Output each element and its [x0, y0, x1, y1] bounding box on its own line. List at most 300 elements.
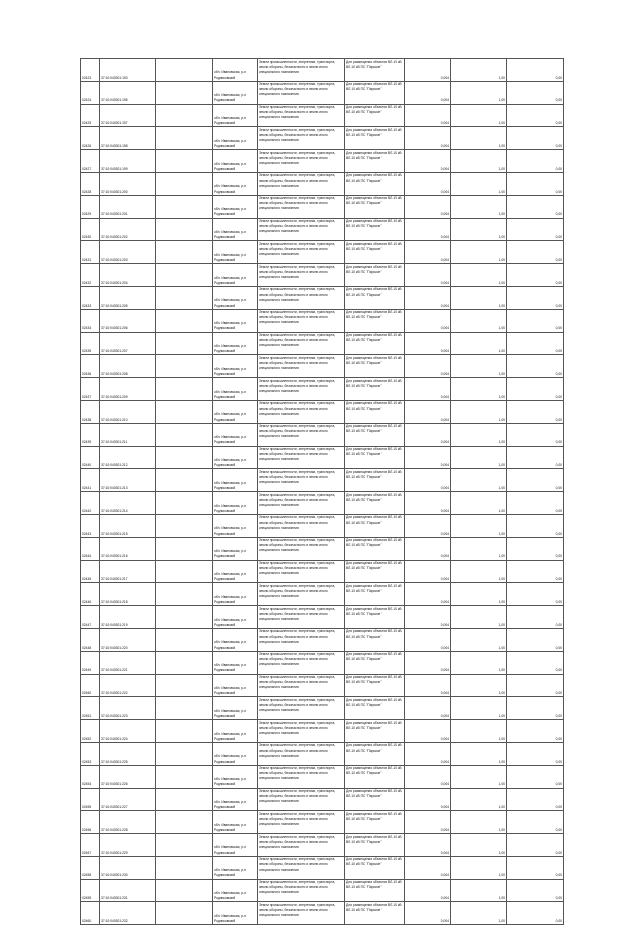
table-row: [81, 218, 564, 241]
table-row: [81, 742, 564, 765]
permitted-use-cell: Для размещения объектов ВЛ-10 кВ ВЛ-10 кВ ПС "Парское": [345, 309, 405, 332]
cadastral-number-cell: 37:10:040301:226: [100, 765, 156, 788]
empty-cell: [156, 81, 213, 104]
coefficient-cell: 1,00: [451, 765, 507, 788]
permitted-use-cell: Для размещения объектов ВЛ-10 кВ ВЛ-10 кВ ПС "Парское": [345, 651, 405, 674]
value-cell: 0,00: [507, 720, 564, 743]
address-cell: обл. Ивановская, р-н Родниковский: [213, 423, 258, 446]
coefficient-cell: 1,00: [451, 59, 507, 82]
land-category-cell: Земли промышленности, энергетики, транспорта, земли обороны, безопасности и земли иного специального назначения: [258, 446, 345, 469]
permitted-use-cell: Для размещения объектов ВЛ-10 кВ ВЛ-10 кВ ПС "Парское": [345, 195, 405, 218]
permitted-use-cell: Для размещения объектов ВЛ-10 кВ ВЛ-10 кВ ПС "Парское": [345, 104, 405, 127]
cadastral-number-cell: 37:10:040301:197: [100, 104, 156, 127]
land-plots-table: [80, 58, 564, 925]
address-cell: обл. Ивановская, р-н Родниковский: [213, 492, 258, 515]
area-cell: 0,004: [405, 697, 451, 720]
cadastral-number-cell: 37:10:040301:206: [100, 309, 156, 332]
permitted-use-cell: Для размещения объектов ВЛ-10 кВ ВЛ-10 кВ ПС "Парское": [345, 583, 405, 606]
address-cell: обл. Ивановская, р-н Родниковский: [213, 514, 258, 537]
address-cell: обл. Ивановская, р-н Родниковский: [213, 902, 258, 925]
land-category-cell: Земли промышленности, энергетики, транспорта, земли обороны, безопасности и земли иного специального назначения: [258, 241, 345, 264]
cadastral-number-cell: 37:10:040301:203: [100, 241, 156, 264]
area-cell: 0,004: [405, 241, 451, 264]
area-cell: 0,004: [405, 104, 451, 127]
coefficient-cell: 1,00: [451, 674, 507, 697]
row-id-cell: 02440: [81, 446, 100, 469]
address-cell: обл. Ивановская, р-н Родниковский: [213, 742, 258, 765]
empty-cell: [156, 172, 213, 195]
value-cell: 0,00: [507, 195, 564, 218]
area-cell: 0,004: [405, 469, 451, 492]
cadastral-number-cell: 37:10:040301:211: [100, 423, 156, 446]
land-category-cell: Земли промышленности, энергетики, транспорта, земли обороны, безопасности и земли иного специального назначения: [258, 742, 345, 765]
permitted-use-cell: Для размещения объектов ВЛ-10 кВ ВЛ-10 кВ ПС "Парское": [345, 537, 405, 560]
empty-cell: [156, 264, 213, 287]
value-cell: 0,00: [507, 104, 564, 127]
area-cell: 0,004: [405, 856, 451, 879]
permitted-use-cell: Для размещения объектов ВЛ-10 кВ ВЛ-10 кВ ПС "Парское": [345, 697, 405, 720]
area-cell: 0,004: [405, 902, 451, 925]
row-id-cell: 02423: [81, 59, 100, 82]
coefficient-cell: 1,00: [451, 264, 507, 287]
coefficient-cell: 1,00: [451, 469, 507, 492]
row-id-cell: 02449: [81, 651, 100, 674]
empty-cell: [156, 309, 213, 332]
table-row: [81, 492, 564, 515]
address-cell: обл. Ивановская, р-н Родниковский: [213, 309, 258, 332]
table-row: [81, 355, 564, 378]
address-cell: обл. Ивановская, р-н Родниковский: [213, 378, 258, 401]
land-category-cell: Земли промышленности, энергетики, транспорта, земли обороны, безопасности и земли иного специального назначения: [258, 150, 345, 173]
table-row: [81, 560, 564, 583]
row-id-cell: 02448: [81, 628, 100, 651]
permitted-use-cell: Для размещения объектов ВЛ-10 кВ ВЛ-10 кВ ПС "Парское": [345, 674, 405, 697]
address-cell: обл. Ивановская, р-н Родниковский: [213, 834, 258, 857]
value-cell: 0,00: [507, 560, 564, 583]
coefficient-cell: 1,00: [451, 218, 507, 241]
cadastral-number-cell: 37:10:040301:209: [100, 378, 156, 401]
value-cell: 0,00: [507, 834, 564, 857]
cadastral-number-cell: 37:10:040301:204: [100, 264, 156, 287]
value-cell: 0,00: [507, 400, 564, 423]
empty-cell: [156, 834, 213, 857]
address-cell: обл. Ивановская, р-н Родниковский: [213, 59, 258, 82]
value-cell: 0,00: [507, 286, 564, 309]
empty-cell: [156, 560, 213, 583]
cadastral-number-cell: 37:10:040301:216: [100, 537, 156, 560]
table-row: [81, 309, 564, 332]
area-cell: 0,004: [405, 172, 451, 195]
coefficient-cell: 1,00: [451, 651, 507, 674]
area-cell: 0,004: [405, 537, 451, 560]
address-cell: обл. Ивановская, р-н Родниковский: [213, 469, 258, 492]
empty-cell: [156, 674, 213, 697]
address-cell: обл. Ивановская, р-н Родниковский: [213, 172, 258, 195]
coefficient-cell: 1,00: [451, 172, 507, 195]
empty-cell: [156, 355, 213, 378]
permitted-use-cell: Для размещения объектов ВЛ-10 кВ ВЛ-10 кВ ПС "Парское": [345, 765, 405, 788]
cadastral-number-cell: 37:10:040301:196: [100, 81, 156, 104]
cadastral-number-cell: 37:10:040301:199: [100, 150, 156, 173]
area-cell: 0,004: [405, 811, 451, 834]
coefficient-cell: 1,00: [451, 423, 507, 446]
table-row: [81, 811, 564, 834]
permitted-use-cell: Для размещения объектов ВЛ-10 кВ ВЛ-10 кВ ПС "Парское": [345, 264, 405, 287]
value-cell: 0,00: [507, 674, 564, 697]
coefficient-cell: 1,00: [451, 560, 507, 583]
table-row: [81, 59, 564, 82]
permitted-use-cell: Для размещения объектов ВЛ-10 кВ ВЛ-10 кВ ПС "Парское": [345, 469, 405, 492]
land-category-cell: Земли промышленности, энергетики, транспорта, земли обороны, безопасности и земли иного специального назначения: [258, 423, 345, 446]
cadastral-number-cell: 37:10:040301:221: [100, 651, 156, 674]
permitted-use-cell: Для размещения объектов ВЛ-10 кВ ВЛ-10 кВ ПС "Парское": [345, 81, 405, 104]
coefficient-cell: 1,00: [451, 286, 507, 309]
value-cell: 0,00: [507, 150, 564, 173]
row-id-cell: 02454: [81, 765, 100, 788]
permitted-use-cell: Для размещения объектов ВЛ-10 кВ ВЛ-10 кВ ПС "Парское": [345, 355, 405, 378]
row-id-cell: 02443: [81, 514, 100, 537]
address-cell: обл. Ивановская, р-н Родниковский: [213, 264, 258, 287]
permitted-use-cell: Для размещения объектов ВЛ-10 кВ ВЛ-10 кВ ПС "Парское": [345, 606, 405, 629]
coefficient-cell: 1,00: [451, 150, 507, 173]
permitted-use-cell: Для размещения объектов ВЛ-10 кВ ВЛ-10 кВ ПС "Парское": [345, 788, 405, 811]
permitted-use-cell: Для размещения объектов ВЛ-10 кВ ВЛ-10 кВ ПС "Парское": [345, 127, 405, 150]
empty-cell: [156, 742, 213, 765]
row-id-cell: 02447: [81, 606, 100, 629]
address-cell: обл. Ивановская, р-н Родниковский: [213, 720, 258, 743]
cadastral-number-cell: 37:10:040301:214: [100, 492, 156, 515]
coefficient-cell: 1,00: [451, 856, 507, 879]
empty-cell: [156, 856, 213, 879]
row-id-cell: 02433: [81, 286, 100, 309]
cadastral-number-cell: 37:10:040301:207: [100, 332, 156, 355]
cadastral-number-cell: 37:10:040301:224: [100, 720, 156, 743]
land-category-cell: Земли промышленности, энергетики, транспорта, земли обороны, безопасности и земли иного специального назначения: [258, 59, 345, 82]
address-cell: обл. Ивановская, р-н Родниковский: [213, 583, 258, 606]
table-row: [81, 537, 564, 560]
row-id-cell: 02445: [81, 560, 100, 583]
permitted-use-cell: Для размещения объектов ВЛ-10 кВ ВЛ-10 кВ ПС "Парское": [345, 218, 405, 241]
address-cell: обл. Ивановская, р-н Родниковский: [213, 628, 258, 651]
cadastral-number-cell: 37:10:040301:201: [100, 195, 156, 218]
table-row: [81, 628, 564, 651]
land-category-cell: Земли промышленности, энергетики, транспорта, земли обороны, безопасности и земли иного специального назначения: [258, 127, 345, 150]
row-id-cell: 02450: [81, 674, 100, 697]
permitted-use-cell: Для размещения объектов ВЛ-10 кВ ВЛ-10 кВ ПС "Парское": [345, 856, 405, 879]
table-row: [81, 172, 564, 195]
permitted-use-cell: Для размещения объектов ВЛ-10 кВ ВЛ-10 кВ ПС "Парское": [345, 628, 405, 651]
table-row: [81, 423, 564, 446]
empty-cell: [156, 218, 213, 241]
value-cell: 0,00: [507, 218, 564, 241]
address-cell: обл. Ивановская, р-н Родниковский: [213, 241, 258, 264]
permitted-use-cell: Для размещения объектов ВЛ-10 кВ ВЛ-10 кВ ПС "Парское": [345, 400, 405, 423]
area-cell: 0,004: [405, 218, 451, 241]
empty-cell: [156, 606, 213, 629]
land-category-cell: Земли промышленности, энергетики, транспорта, земли обороны, безопасности и земли иного специального назначения: [258, 720, 345, 743]
empty-cell: [156, 492, 213, 515]
cadastral-number-cell: 37:10:040301:213: [100, 469, 156, 492]
land-category-cell: Земли промышленности, энергетики, транспорта, земли обороны, безопасности и земли иного специального назначения: [258, 81, 345, 104]
land-category-cell: Земли промышленности, энергетики, транспорта, земли обороны, безопасности и земли иного специального назначения: [258, 286, 345, 309]
land-category-cell: Земли промышленности, энергетики, транспорта, земли обороны, безопасности и земли иного специального назначения: [258, 400, 345, 423]
land-category-cell: Земли промышленности, энергетики, транспорта, земли обороны, безопасности и земли иного специального назначения: [258, 469, 345, 492]
empty-cell: [156, 788, 213, 811]
table-row: [81, 697, 564, 720]
value-cell: 0,00: [507, 583, 564, 606]
table-row: [81, 902, 564, 925]
area-cell: 0,004: [405, 446, 451, 469]
value-cell: 0,00: [507, 309, 564, 332]
empty-cell: [156, 378, 213, 401]
address-cell: обл. Ивановская, р-н Родниковский: [213, 127, 258, 150]
area-cell: 0,004: [405, 264, 451, 287]
empty-cell: [156, 59, 213, 82]
permitted-use-cell: Для размещения объектов ВЛ-10 кВ ВЛ-10 кВ ПС "Парское": [345, 332, 405, 355]
table-row: [81, 856, 564, 879]
land-category-cell: Земли промышленности, энергетики, транспорта, земли обороны, безопасности и земли иного специального назначения: [258, 879, 345, 902]
area-cell: 0,004: [405, 628, 451, 651]
cadastral-number-cell: 37:10:040301:230: [100, 856, 156, 879]
cadastral-number-cell: 37:10:040301:219: [100, 606, 156, 629]
value-cell: 0,00: [507, 514, 564, 537]
land-category-cell: Земли промышленности, энергетики, транспорта, земли обороны, безопасности и земли иного специального назначения: [258, 674, 345, 697]
row-id-cell: 02424: [81, 81, 100, 104]
row-id-cell: 02442: [81, 492, 100, 515]
coefficient-cell: 1,00: [451, 378, 507, 401]
land-category-cell: Земли промышленности, энергетики, транспорта, земли обороны, безопасности и земли иного специального назначения: [258, 492, 345, 515]
value-cell: 0,00: [507, 59, 564, 82]
table-row: [81, 674, 564, 697]
empty-cell: [156, 514, 213, 537]
value-cell: 0,00: [507, 856, 564, 879]
table-row: [81, 788, 564, 811]
empty-cell: [156, 720, 213, 743]
empty-cell: [156, 195, 213, 218]
cadastral-number-cell: 37:10:040301:215: [100, 514, 156, 537]
row-id-cell: 02458: [81, 856, 100, 879]
row-id-cell: 02456: [81, 811, 100, 834]
cadastral-number-cell: 37:10:040301:231: [100, 879, 156, 902]
row-id-cell: 02425: [81, 104, 100, 127]
land-category-cell: Земли промышленности, энергетики, транспорта, земли обороны, безопасности и земли иного специального назначения: [258, 834, 345, 857]
table-row: [81, 104, 564, 127]
value-cell: 0,00: [507, 355, 564, 378]
coefficient-cell: 1,00: [451, 606, 507, 629]
value-cell: 0,00: [507, 423, 564, 446]
area-cell: 0,004: [405, 492, 451, 515]
table-row: [81, 879, 564, 902]
area-cell: 0,004: [405, 286, 451, 309]
value-cell: 0,00: [507, 811, 564, 834]
value-cell: 0,00: [507, 742, 564, 765]
area-cell: 0,004: [405, 423, 451, 446]
table-row: [81, 514, 564, 537]
value-cell: 0,00: [507, 492, 564, 515]
empty-cell: [156, 423, 213, 446]
empty-cell: [156, 651, 213, 674]
address-cell: обл. Ивановская, р-н Родниковский: [213, 651, 258, 674]
land-category-cell: Земли промышленности, энергетики, транспорта, земли обороны, безопасности и земли иного специального назначения: [258, 606, 345, 629]
cadastral-number-cell: 37:10:040301:208: [100, 355, 156, 378]
area-cell: 0,004: [405, 788, 451, 811]
value-cell: 0,00: [507, 628, 564, 651]
value-cell: 0,00: [507, 81, 564, 104]
coefficient-cell: 1,00: [451, 788, 507, 811]
value-cell: 0,00: [507, 241, 564, 264]
coefficient-cell: 1,00: [451, 811, 507, 834]
area-cell: 0,004: [405, 583, 451, 606]
row-id-cell: 02441: [81, 469, 100, 492]
value-cell: 0,00: [507, 332, 564, 355]
area-cell: 0,004: [405, 400, 451, 423]
coefficient-cell: 1,00: [451, 127, 507, 150]
address-cell: обл. Ивановская, р-н Родниковский: [213, 195, 258, 218]
empty-cell: [156, 104, 213, 127]
address-cell: обл. Ивановская, р-н Родниковский: [213, 150, 258, 173]
coefficient-cell: 1,00: [451, 446, 507, 469]
value-cell: 0,00: [507, 127, 564, 150]
area-cell: 0,004: [405, 606, 451, 629]
address-cell: обл. Ивановская, р-н Родниковский: [213, 697, 258, 720]
coefficient-cell: 1,00: [451, 104, 507, 127]
area-cell: 0,004: [405, 59, 451, 82]
area-cell: 0,004: [405, 332, 451, 355]
permitted-use-cell: Для размещения объектов ВЛ-10 кВ ВЛ-10 кВ ПС "Парское": [345, 286, 405, 309]
land-category-cell: Земли промышленности, энергетики, транспорта, земли обороны, безопасности и земли иного специального назначения: [258, 583, 345, 606]
empty-cell: [156, 469, 213, 492]
value-cell: 0,00: [507, 172, 564, 195]
permitted-use-cell: Для размещения объектов ВЛ-10 кВ ВЛ-10 кВ ПС "Парское": [345, 59, 405, 82]
row-id-cell: 02432: [81, 264, 100, 287]
table-row: [81, 286, 564, 309]
address-cell: обл. Ивановская, р-н Родниковский: [213, 286, 258, 309]
land-category-cell: Земли промышленности, энергетики, транспорта, земли обороны, безопасности и земли иного специального назначения: [258, 697, 345, 720]
row-id-cell: 02452: [81, 720, 100, 743]
table-row: [81, 264, 564, 287]
coefficient-cell: 1,00: [451, 332, 507, 355]
area-cell: 0,004: [405, 651, 451, 674]
area-cell: 0,004: [405, 834, 451, 857]
empty-cell: [156, 446, 213, 469]
land-category-cell: Земли промышленности, энергетики, транспорта, земли обороны, безопасности и земли иного специального назначения: [258, 264, 345, 287]
row-id-cell: 02453: [81, 742, 100, 765]
land-category-cell: Земли промышленности, энергетики, транспорта, земли обороны, безопасности и земли иного специального назначения: [258, 514, 345, 537]
table-body: [81, 59, 564, 925]
register-sheet: [80, 58, 563, 925]
row-id-cell: 02460: [81, 902, 100, 925]
land-category-cell: Земли промышленности, энергетики, транспорта, земли обороны, безопасности и земли иного специального назначения: [258, 218, 345, 241]
empty-cell: [156, 879, 213, 902]
coefficient-cell: 1,00: [451, 492, 507, 515]
area-cell: 0,004: [405, 742, 451, 765]
row-id-cell: 02426: [81, 127, 100, 150]
coefficient-cell: 1,00: [451, 902, 507, 925]
address-cell: обл. Ивановская, р-н Родниковский: [213, 879, 258, 902]
area-cell: 0,004: [405, 879, 451, 902]
coefficient-cell: 1,00: [451, 628, 507, 651]
cadastral-number-cell: 37:10:040301:205: [100, 286, 156, 309]
address-cell: обл. Ивановская, р-н Родниковский: [213, 560, 258, 583]
land-category-cell: Земли промышленности, энергетики, транспорта, земли обороны, безопасности и земли иного специального назначения: [258, 332, 345, 355]
coefficient-cell: 1,00: [451, 241, 507, 264]
coefficient-cell: 1,00: [451, 309, 507, 332]
land-category-cell: Земли промышленности, энергетики, транспорта, земли обороны, безопасности и земли иного специального назначения: [258, 537, 345, 560]
permitted-use-cell: Для размещения объектов ВЛ-10 кВ ВЛ-10 кВ ПС "Парское": [345, 241, 405, 264]
row-id-cell: 02428: [81, 172, 100, 195]
cadastral-number-cell: 37:10:040301:210: [100, 400, 156, 423]
coefficient-cell: 1,00: [451, 879, 507, 902]
land-category-cell: Земли промышленности, энергетики, транспорта, земли обороны, безопасности и земли иного специального назначения: [258, 309, 345, 332]
area-cell: 0,004: [405, 127, 451, 150]
land-category-cell: Земли промышленности, энергетики, транспорта, земли обороны, безопасности и земли иного специального назначения: [258, 856, 345, 879]
cadastral-number-cell: 37:10:040301:218: [100, 583, 156, 606]
area-cell: 0,004: [405, 674, 451, 697]
land-category-cell: Земли промышленности, энергетики, транспорта, земли обороны, безопасности и земли иного специального назначения: [258, 651, 345, 674]
empty-cell: [156, 537, 213, 560]
value-cell: 0,00: [507, 765, 564, 788]
permitted-use-cell: Для размещения объектов ВЛ-10 кВ ВЛ-10 кВ ПС "Парское": [345, 514, 405, 537]
area-cell: 0,004: [405, 560, 451, 583]
address-cell: обл. Ивановская, р-н Родниковский: [213, 606, 258, 629]
permitted-use-cell: Для размещения объектов ВЛ-10 кВ ВЛ-10 кВ ПС "Парское": [345, 492, 405, 515]
table-row: [81, 150, 564, 173]
address-cell: обл. Ивановская, р-н Родниковский: [213, 674, 258, 697]
cadastral-number-cell: 37:10:040301:229: [100, 834, 156, 857]
row-id-cell: 02457: [81, 834, 100, 857]
coefficient-cell: 1,00: [451, 537, 507, 560]
coefficient-cell: 1,00: [451, 720, 507, 743]
address-cell: обл. Ивановская, р-н Родниковский: [213, 332, 258, 355]
permitted-use-cell: Для размещения объектов ВЛ-10 кВ ВЛ-10 кВ ПС "Парское": [345, 172, 405, 195]
coefficient-cell: 1,00: [451, 514, 507, 537]
cadastral-number-cell: 37:10:040301:202: [100, 218, 156, 241]
cadastral-number-cell: 37:10:040301:220: [100, 628, 156, 651]
cadastral-number-cell: 37:10:040301:232: [100, 902, 156, 925]
area-cell: 0,004: [405, 720, 451, 743]
address-cell: обл. Ивановская, р-н Родниковский: [213, 218, 258, 241]
land-category-cell: Земли промышленности, энергетики, транспорта, земли обороны, безопасности и земли иного специального назначения: [258, 195, 345, 218]
row-id-cell: 02429: [81, 195, 100, 218]
table-row: [81, 651, 564, 674]
empty-cell: [156, 583, 213, 606]
address-cell: обл. Ивановская, р-н Родниковский: [213, 537, 258, 560]
permitted-use-cell: Для размещения объектов ВЛ-10 кВ ВЛ-10 кВ ПС "Парское": [345, 560, 405, 583]
address-cell: обл. Ивановская, р-н Родниковский: [213, 811, 258, 834]
value-cell: 0,00: [507, 537, 564, 560]
table-row: [81, 378, 564, 401]
cadastral-number-cell: 37:10:040301:200: [100, 172, 156, 195]
empty-cell: [156, 400, 213, 423]
area-cell: 0,004: [405, 765, 451, 788]
coefficient-cell: 1,00: [451, 742, 507, 765]
address-cell: обл. Ивановская, р-н Родниковский: [213, 104, 258, 127]
table-row: [81, 400, 564, 423]
table-row: [81, 241, 564, 264]
land-category-cell: Земли промышленности, энергетики, транспорта, земли обороны, безопасности и земли иного специального назначения: [258, 628, 345, 651]
cadastral-number-cell: 37:10:040301:198: [100, 127, 156, 150]
area-cell: 0,004: [405, 514, 451, 537]
cadastral-number-cell: 37:10:040301:212: [100, 446, 156, 469]
value-cell: 0,00: [507, 902, 564, 925]
coefficient-cell: 1,00: [451, 81, 507, 104]
area-cell: 0,004: [405, 81, 451, 104]
cadastral-number-cell: 37:10:040301:222: [100, 674, 156, 697]
table-row: [81, 127, 564, 150]
cadastral-number-cell: 37:10:040301:193: [100, 59, 156, 82]
address-cell: обл. Ивановская, р-н Родниковский: [213, 788, 258, 811]
table-row: [81, 834, 564, 857]
